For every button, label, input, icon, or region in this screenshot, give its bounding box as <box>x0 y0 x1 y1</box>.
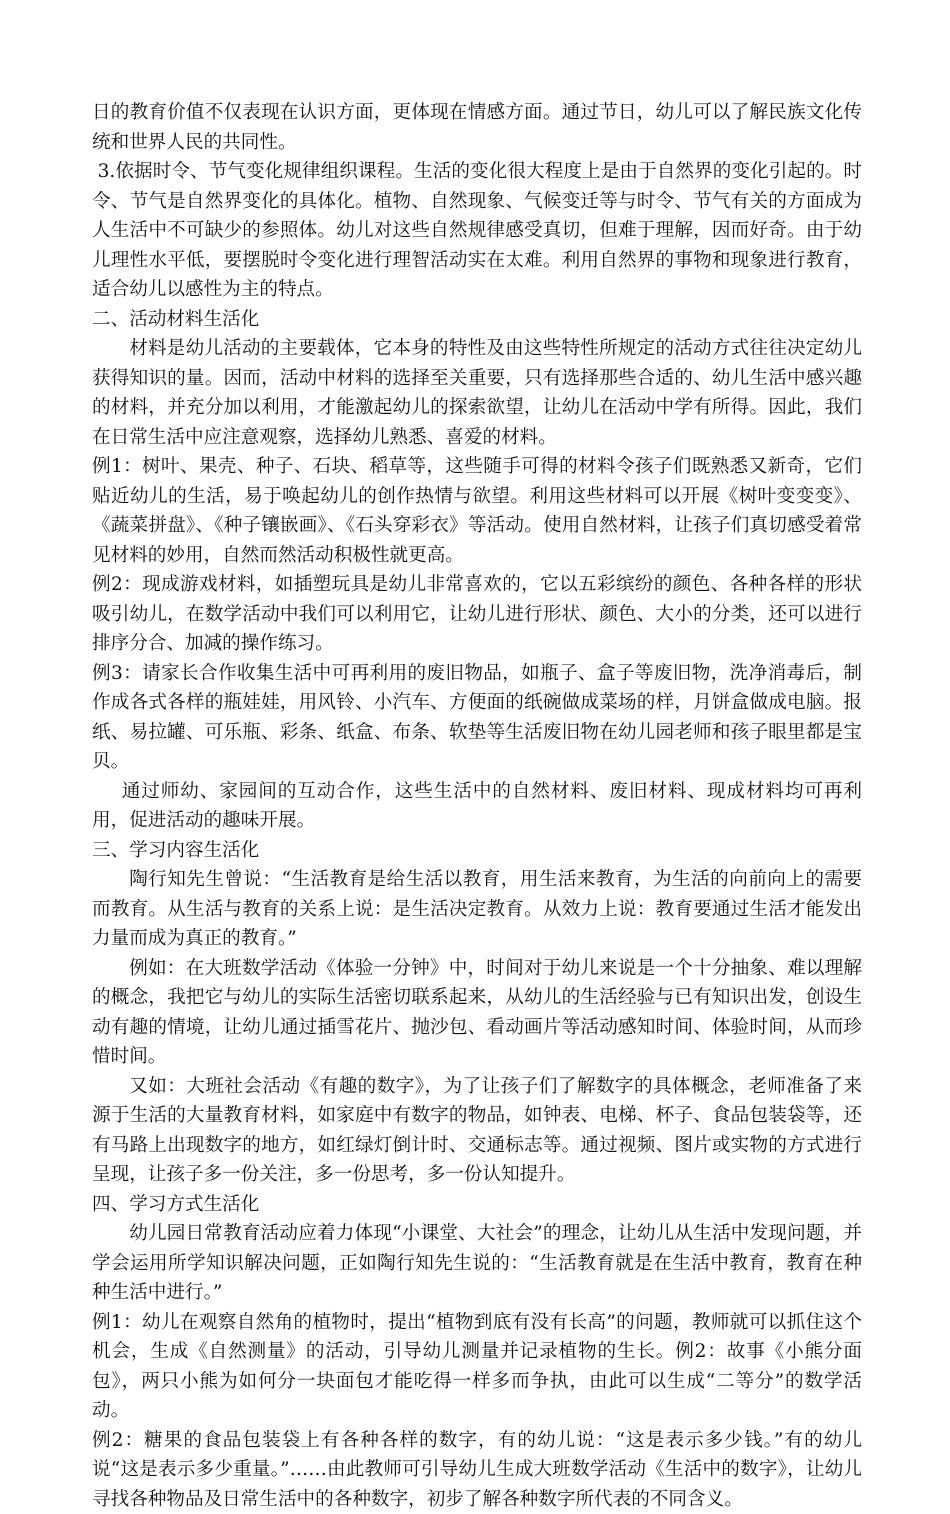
paragraph-example-one-minute: 例如：在大班数学活动《体验一分钟》中，时间对于幼儿来说是一个十分抽象、难以理解的概念，我把它与幼儿的实际生活密切联系起来，从幼儿的生活经验与已有知识出发，创设生动有趣的情境，让幼儿通过插雪花片、抛沙包、看动画片等活动感知时间、体验时间，从而珍惜时间。 <box>92 954 862 1072</box>
paragraph-example-interesting-numbers: 又如：大班社会活动《有趣的数字》，为了让孩子们了解数字的具体概念，老师准备了来源于生活的大量教育材料，如家庭中有数字的物品，如钟表、电梯、杯子、食品包装袋等，还有马路上出现数字的地方，如红绿灯倒计时、交通标志等。通过视频、图片或实物的方式进行呈现，让孩子多一份关注，多一份思考，多一份认知提升。 <box>92 1072 862 1190</box>
paragraph-example-plant-measure: 例1：幼儿在观察自然角的植物时，提出“植物到底有没有长高”的问题，教师就可以抓住这个机会，生成《自然测量》的活动，引导幼儿测量并记录植物的生长。例2：故事《小熊分面包》，两只小熊为如何分一块面包才能吃得一样多而争执，由此可以生成“二等分”的数学活动。 <box>92 1308 862 1426</box>
section-heading-content: 三、学习内容生活化 <box>92 836 862 866</box>
paragraph-methods-intro: 幼儿园日常教育活动应着力体现“小课堂、大社会”的理念，让幼儿从生活中发现问题，并学会运用所学知识解决问题，正如陶行知先生说的：“生活教育就是在生活中教育，教育在种种生活中进行。” <box>92 1219 862 1308</box>
paragraph-materials-intro: 材料是幼儿活动的主要载体，它本身的特性及由这些特性所规定的活动方式往往决定幼儿获得知识的量。因而，活动中材料的选择至关重要，只有选择那些合适的、幼儿生活中感兴趣的材料，并充分加以利用，才能激起幼儿的探索欲望，让幼儿在活动中学有所得。因此，我们在日常生活中应注意观察，选择幼儿熟悉、喜爱的材料。 <box>92 334 862 452</box>
section-heading-materials: 二、活动材料生活化 <box>92 305 862 335</box>
paragraph-tao-quote: 陶行知先生曾说：“生活教育是给生活以教育，用生活来教育，为生活的向前向上的需要而教育。从生活与教育的关系上说：是生活决定教育。从效力上说：教育要通过生活才能发出力量而成为真正的教育。” <box>92 865 862 954</box>
section-heading-methods: 四、学习方式生活化 <box>92 1190 862 1220</box>
paragraph-materials-summary: 通过师幼、家园间的互动合作，这些生活中的自然材料、废旧材料、现成材料均可再利用，促进活动的趣味开展。 <box>92 777 862 836</box>
paragraph-example-waste-materials: 例3：请家长合作收集生活中可再利用的废旧物品，如瓶子、盒子等废旧物，洗净消毒后，制作成各式各样的瓶娃娃，用风铃、小汽车、方便面的纸碗做成菜场的样，月饼盒做成电脑。报纸、易拉罐、可乐瓶、彩条、纸盒、布条、软垫等生活废旧物在幼儿园老师和孩子眼里都是宝贝。 <box>92 659 862 777</box>
paragraph-seasonal-courses: 3.依据时令、节气变化规律组织课程。生活的变化很大程度上是由于自然界的变化引起的。时令、节气是自然界变化的具体化。植物、自然现象、气候变迁等与时令、节气有关的方面成为人生活中不可缺少的参照体。幼儿对这些自然规律感受真切，但难于理解，因而好奇。由于幼儿理性水平低，要摆脱时令变化进行理智活动实在太难。利用自然界的事物和现象进行教育，适合幼儿以感性为主的特点。 <box>92 157 862 305</box>
paragraph-example-natural-materials: 例1：树叶、果壳、种子、石块、稻草等，这些随手可得的材料令孩子们既熟悉又新奇，它们贴近幼儿的生活，易于唤起幼儿的创作热情与欲望。利用这些材料可以开展《树叶变变变》、《蔬菜拼盘》、《种子镶嵌画》、《石头穿彩衣》等活动。使用自然材料，让孩子们真切感受着常见材料的妙用，自然而然活动积极性就更高。 <box>92 452 862 570</box>
paragraph-example-candy-numbers: 例2：糖果的食品包装袋上有各种各样的数字，有的幼儿说：“这是表示多少钱。”有的幼儿说“这是表示多少重量。”……由此教师可引导幼儿生成大班数学活动《生活中的数字》，让幼儿寻找各种物品及日常生活中的各种数字，初步了解各种数字所代表的不同含义。 <box>92 1426 862 1514</box>
paragraph-festival-value: 日的教育价值不仅表现在认识方面，更体现在情感方面。通过节日，幼儿可以了解民族文化传统和世界人民的共同性。 <box>92 98 862 157</box>
document-page <box>92 98 862 1514</box>
paragraph-example-game-materials: 例2：现成游戏材料，如插塑玩具是幼儿非常喜欢的，它以五彩缤纷的颜色、各种各样的形状吸引幼儿，在数学活动中我们可以利用它，让幼儿进行形状、颜色、大小的分类，还可以进行排序分合、加减的操作练习。 <box>92 570 862 659</box>
